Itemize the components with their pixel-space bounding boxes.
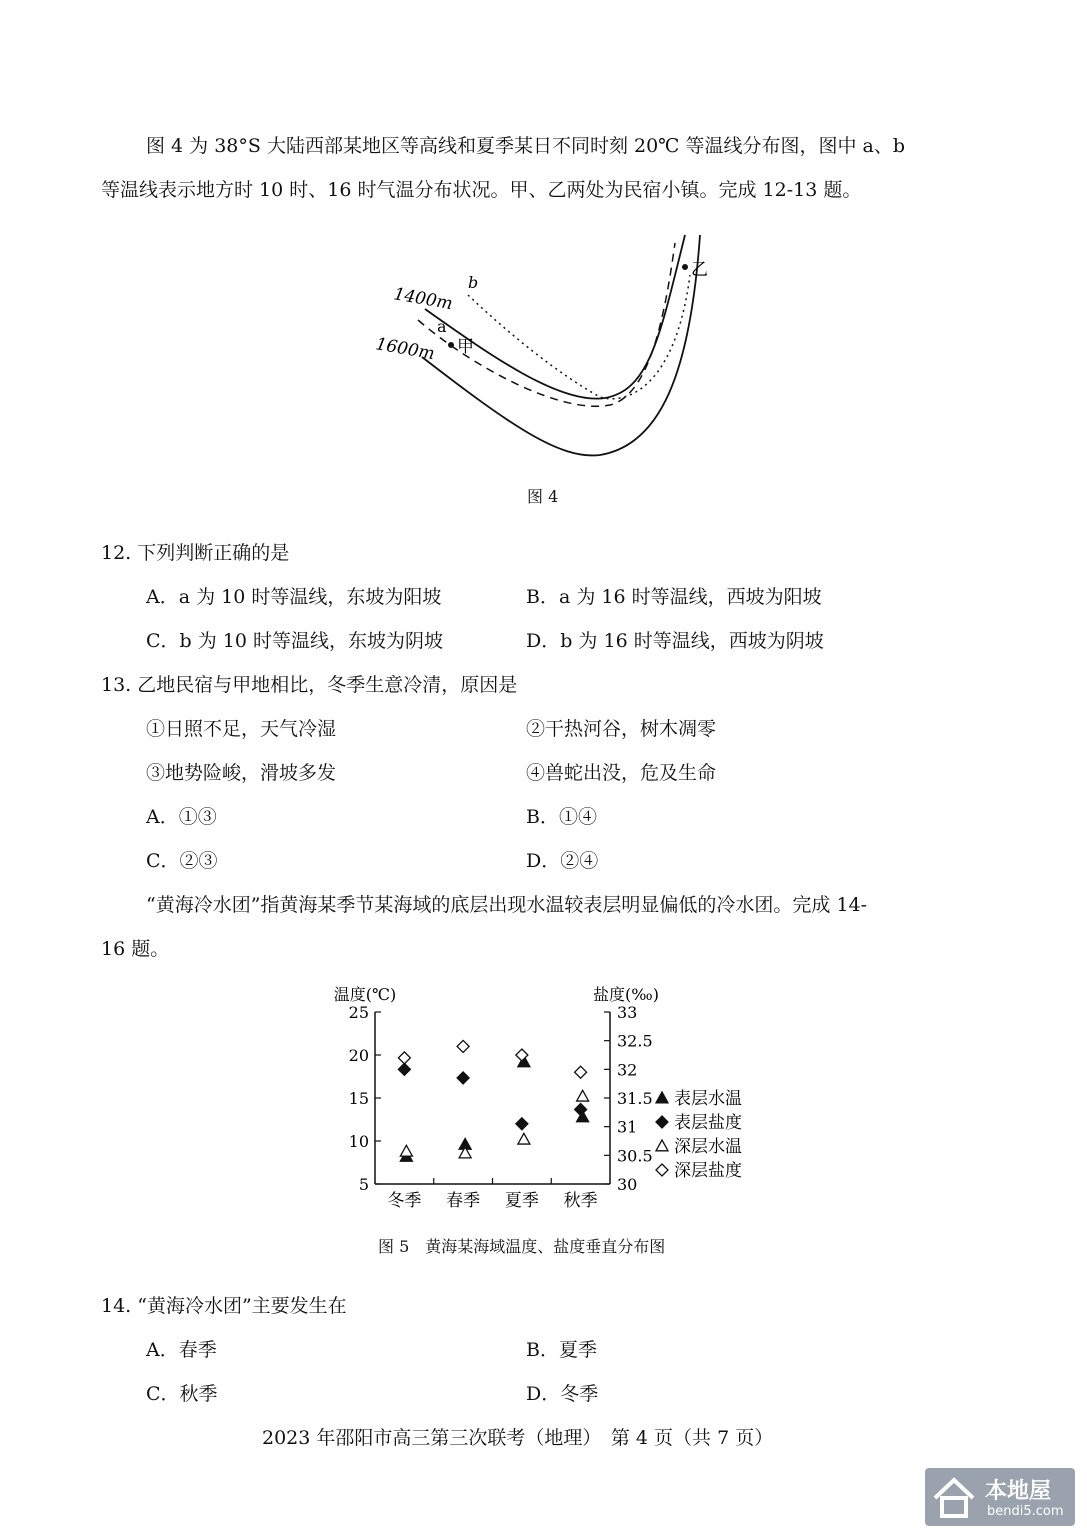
q14-stem: 14. “黄海冷水团”主要发生在 [101,1295,347,1317]
house-icon [931,1474,977,1520]
legend-label: 深层盐度 [674,1161,742,1181]
point-深层盐度 [398,1052,410,1064]
label-a: a [437,317,447,336]
point-深层盐度 [575,1066,587,1078]
point-深层水温 [518,1133,530,1144]
legend-marker [656,1140,668,1151]
left-axis-title: 温度(℃) [333,985,397,1004]
legend-label: 深层水温 [674,1137,742,1157]
q13-stem: 13. 乙地民宿与甲地相比，冬季生意冷清，原因是 [101,674,518,696]
intro-line-2: 等温线表示地方时 10 时、16 时气温分布状况。甲、乙两处为民宿小镇。完成 12-13 题。 [101,179,862,201]
left-tick-label: 20 [348,1046,369,1065]
right-tick-label: 30.5 [617,1146,653,1166]
q12-option-b[interactable]: B．a 为 16 时等温线，西坡为阳坡 [526,586,822,608]
point-表层盐度 [398,1063,410,1075]
point-表层盐度 [516,1118,528,1130]
q13-item-4: ④兽蛇出没，危及生命 [526,762,717,784]
left-tick-label: 15 [348,1089,369,1108]
q12-option-d[interactable]: D．b 为 16 时等温线，西坡为阴坡 [526,630,824,652]
intro-line-1: 图 4 为 38°S 大陆西部某地区等高线和夏季某日不同时刻 20℃ 等温线分布图，图中 a、b [146,135,905,157]
left-tick-label: 5 [358,1175,369,1194]
isotherm-a [418,243,675,406]
page-footer: 2023 年邵阳市高三第三次联考（地理） 第 4 页（共 7 页） [262,1427,774,1449]
watermark-url: bendi5.com [987,1504,1064,1519]
legend-marker [656,1092,668,1103]
right-tick-label: 30 [617,1175,638,1194]
left-tick-label: 25 [348,1003,369,1022]
right-tick-label: 32.5 [617,1031,653,1051]
label-jia: 甲 [457,337,474,357]
label-yi: 乙 [691,260,708,280]
legend-label: 表层盐度 [674,1113,742,1133]
right-tick-label: 33 [617,1003,638,1022]
right-tick-label: 32 [617,1060,638,1080]
q13-item-1: ①日照不足，天气冷湿 [146,718,337,740]
point-深层水温 [400,1145,412,1156]
label-b: b [468,273,479,292]
q14-option-a[interactable]: A．春季 [146,1339,217,1361]
left-tick-label: 10 [348,1132,369,1151]
right-axis-title: 盐度(‰) [593,985,659,1004]
x-tick-label: 春季 [446,1191,481,1211]
intro2-line-2: 16 题。 [101,938,170,960]
x-tick-label: 冬季 [387,1191,422,1211]
town-jia-dot [448,342,454,348]
q13-option-a[interactable]: A．①③ [146,806,217,828]
q13-option-b[interactable]: B．①④ [526,806,597,828]
intro2-line-1: “黄海冷水团”指黄海某季节某海域的底层出现水温较表层明显偏低的冷水团。完成 14- [146,894,868,916]
q14-option-c[interactable]: C．秋季 [146,1383,218,1405]
q13-option-d[interactable]: D．②④ [526,850,599,872]
right-tick-label: 31 [617,1117,638,1137]
figure-4-contour-map [360,225,740,475]
legend-marker [656,1116,668,1128]
figure-4-caption: 图 4 [527,487,559,506]
right-tick-label: 31.5 [617,1089,653,1108]
point-深层盐度 [457,1040,469,1052]
x-tick-label: 夏季 [504,1191,539,1211]
q14-option-b[interactable]: B．夏季 [526,1339,597,1361]
label-1400m: 1400m [392,284,455,315]
q13-item-3: ③地势险峻，滑坡多发 [146,762,337,784]
q12-option-a[interactable]: A．a 为 10 时等温线，东坡为阳坡 [146,586,442,608]
watermark-logo[interactable] [925,1468,1075,1526]
legend-marker [656,1164,668,1176]
point-深层水温 [577,1090,589,1101]
q12-stem: 12. 下列判断正确的是 [101,542,290,564]
q13-option-c[interactable]: C．②③ [146,850,218,872]
town-yi-dot [682,264,688,270]
legend-label: 表层水温 [674,1089,742,1109]
label-1600m: 1600m [374,334,437,365]
x-tick-label: 秋季 [563,1191,598,1211]
q13-item-2: ②干热河谷，树木凋零 [526,718,717,740]
figure-5-chart [320,978,780,1218]
point-表层盐度 [457,1072,469,1084]
q14-option-d[interactable]: D．冬季 [526,1383,599,1405]
contour-1400m [425,235,685,399]
watermark-brand: 本地屋 [985,1479,1052,1504]
figure-5-caption: 图 5 黄海某海域温度、盐度垂直分布图 [378,1237,666,1256]
q12-option-c[interactable]: C．b 为 10 时等温线，东坡为阴坡 [146,630,443,652]
